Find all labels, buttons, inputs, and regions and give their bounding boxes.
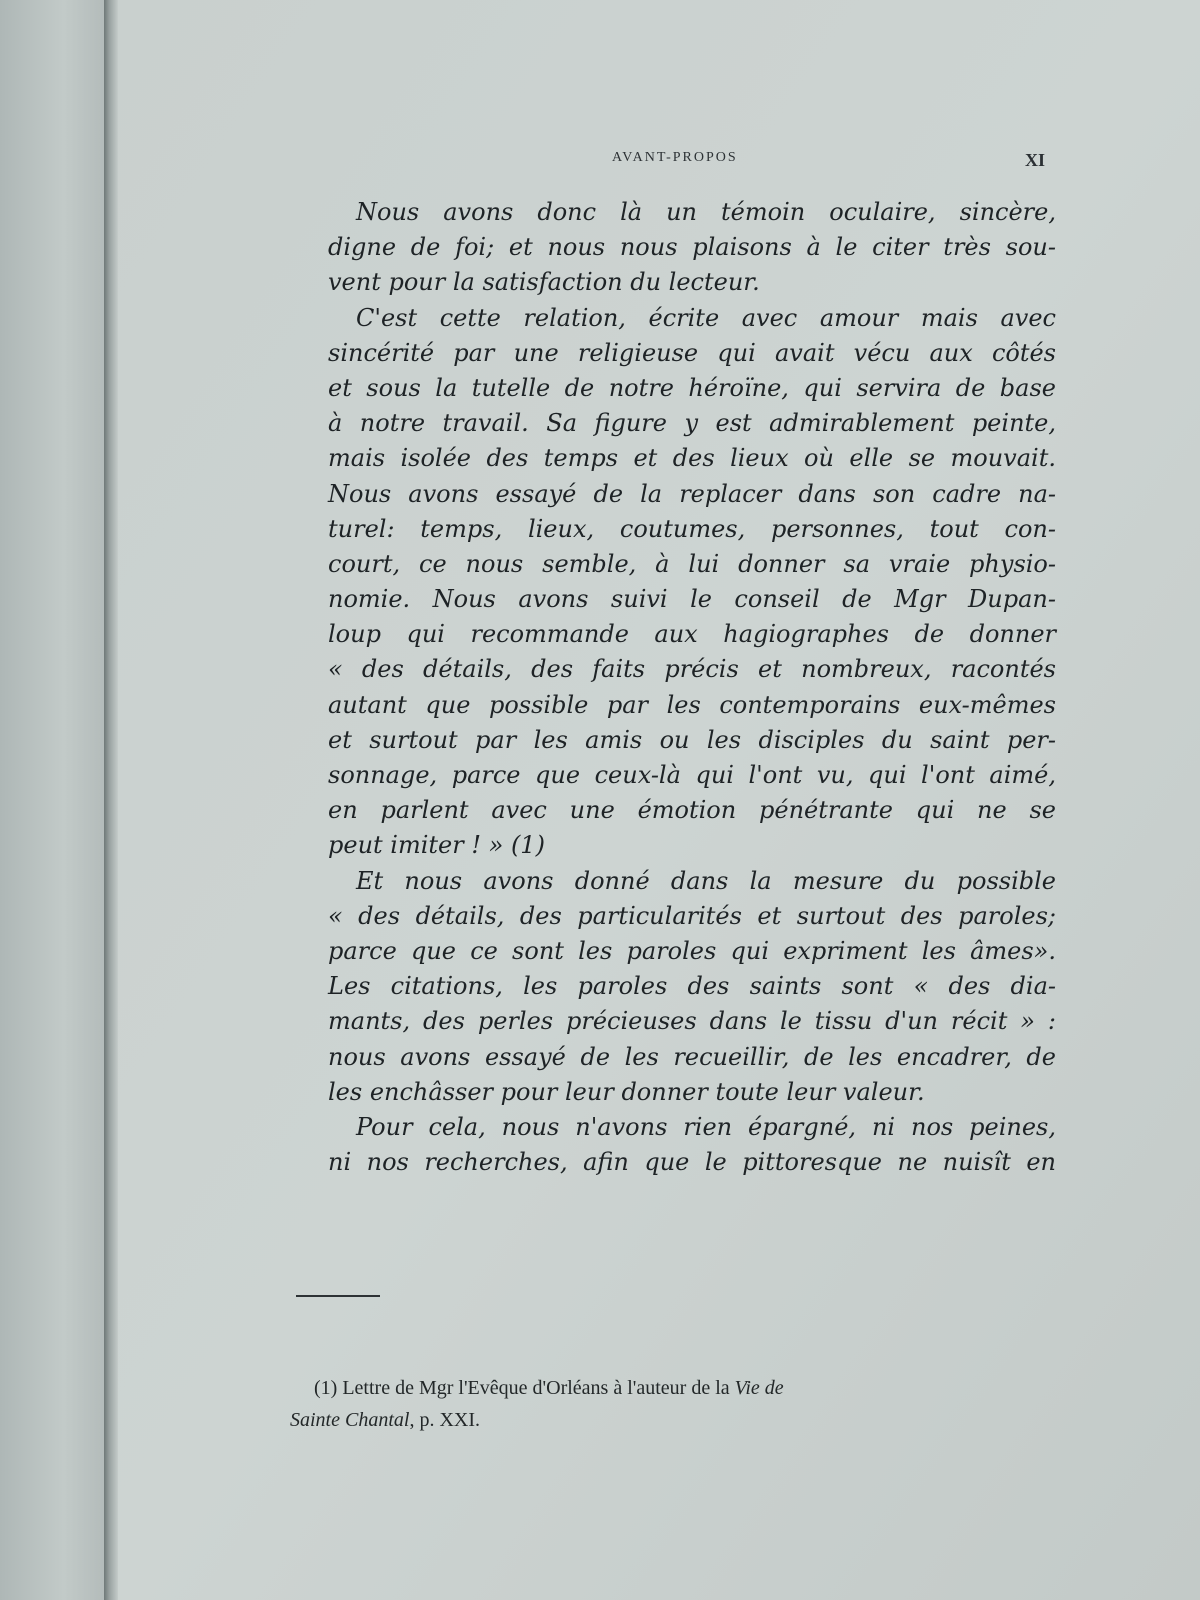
- text-line: Nous avons donc là un témoin oculaire, sincère,: [356, 198, 1056, 226]
- footnote-work-title: Sainte Chantal: [290, 1409, 410, 1431]
- text-line: ni nos recherches, afin que le pittoresque ne nuisît en: [328, 1148, 1056, 1177]
- text-line: les enchâsser pour leur donner toute leur valeur.: [328, 1077, 925, 1106]
- text-line: nomie. Nous avons suivi le conseil de Mgr Dupan-: [328, 585, 1056, 614]
- text-line: parce que ce sont les paroles qui expriment les âmes».: [328, 936, 1056, 965]
- book-gutter: [104, 0, 118, 1600]
- text-line: « des détails, des particularités et surtout des paroles;: [328, 901, 1056, 930]
- body-text: [328, 195, 1056, 1180]
- text-line: nous avons essayé de les recueillir, de les encadrer, de: [328, 1042, 1056, 1071]
- text-line: digne de foi; et nous nous plaisons à le citer très sou-: [328, 233, 1056, 262]
- text-line: Pour cela, nous n'avons rien épargné, ni nos peines,: [356, 1112, 1056, 1141]
- text-line: autant que possible par les contemporains eux-mêmes: [328, 690, 1056, 719]
- text-line: sonnage, parce que ceux-là qui l'ont vu, qui l'ont aimé,: [328, 761, 1056, 789]
- page-number: XI: [1025, 150, 1046, 170]
- text-line: à notre travail. Sa figure y est admirablement peinte,: [328, 409, 1056, 438]
- text-line: mants, des perles précieuses dans le tissu d'un récit » :: [328, 1007, 1056, 1036]
- facing-page: [0, 0, 106, 1600]
- text-line: court, ce nous semble, à lui donner sa vraie physio-: [328, 549, 1056, 578]
- text-line: Les citations, les paroles des saints sont « des dia-: [328, 972, 1056, 1001]
- text-line: peut imiter ! » (1): [328, 831, 545, 860]
- footnote-line: [290, 1404, 1060, 1436]
- text-line: vent pour la satisfaction du lecteur.: [328, 268, 760, 297]
- text-line: et surtout par les amis ou les disciples du saint per-: [328, 725, 1056, 754]
- running-head: AVANT-PROPOS: [612, 150, 738, 165]
- text-line: Et nous avons donné dans la mesure du possible: [356, 866, 1056, 895]
- text-line: C'est cette relation, écrite avec amour mais avec: [356, 303, 1056, 332]
- text-line: « des détails, des faits précis et nombreux, racontés: [328, 655, 1056, 684]
- footnote-line: [290, 1372, 1060, 1404]
- text-line: mais isolée des temps et des lieux où elle se mouvait.: [328, 444, 1056, 473]
- text-line: Nous avons essayé de la replacer dans son cadre na-: [328, 479, 1056, 508]
- footnote-rule: [296, 1295, 380, 1297]
- footnote-text: (1) Lettre de Mgr l'Evêque d'Orléans à l'auteur de la: [314, 1377, 735, 1399]
- text-line: sincérité par une religieuse qui avait vécu aux côtés: [328, 338, 1056, 367]
- text-line: et sous la tutelle de notre héroïne, qui servira de base: [328, 373, 1056, 402]
- footnote-work-title: Vie de: [734, 1377, 784, 1399]
- footnote: [290, 1372, 1060, 1436]
- text-line: turel: temps, lieux, coutumes, personnes, tout con-: [328, 514, 1056, 543]
- text-line: en parlent avec une émotion pénétrante qui ne se: [328, 796, 1056, 825]
- footnote-text: , p. XXI.: [409, 1409, 480, 1431]
- text-line: loup qui recommande aux hagiographes de donner: [328, 620, 1056, 649]
